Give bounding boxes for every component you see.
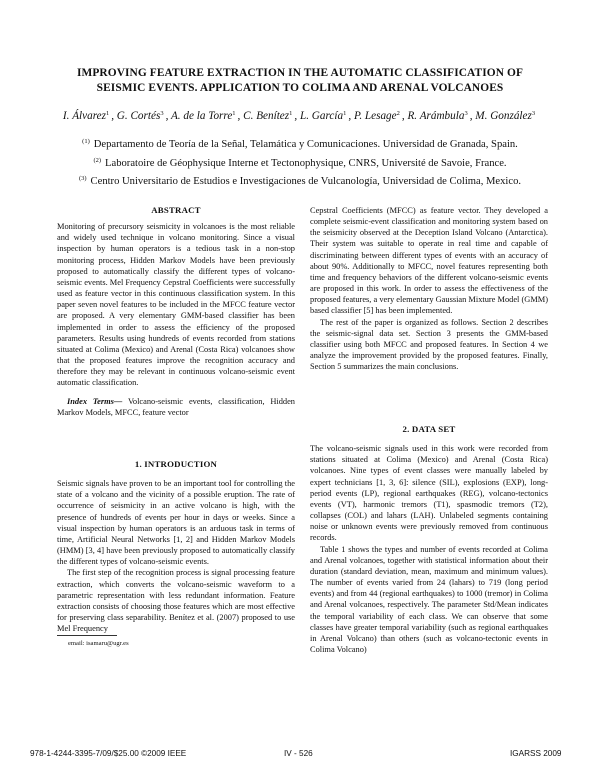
- author-name: I. Álvarez: [62, 110, 106, 122]
- introduction-heading: 1. INTRODUCTION: [134, 459, 218, 469]
- footnote-email: email: isamaru@ugr.es: [68, 640, 129, 647]
- author-affiliation-mark: 1: [105, 110, 110, 117]
- title-line-1: IMPROVING FEATURE EXTRACTION IN THE AUTOMATIC CLASSIFICATION OF: [76, 67, 524, 79]
- dataset-paragraph-2: Table 1 shows the types and number of events recorded at Colima and Arenal volcanoes, together with statistical information about their duration (standard deviation, mean, maximum and minimum values). The number of events varied from 24 (lahars) to 719 (long period events) and from 44 (regional earthquakes) to 1000 (tremor) in Colima and Arenal volcanoes, respectively. The parameter Std/Mean indicates the temporal variability of each class. We can observe that some classes have greater temporal variability (such as regional earthquakes in Arenal Volcano) than others (such as volcano-tectonic events in Colima Volcano): [310, 544, 548, 654]
- dataset-heading: 2. DATA SET: [402, 424, 456, 434]
- author-affiliation-mark: 2: [396, 110, 400, 117]
- author-name: C. Benítez: [243, 110, 290, 122]
- author-affiliation-mark: 1: [289, 110, 293, 117]
- introduction-paragraph-2: The first step of the recognition process is signal processing feature extraction, which converts the volcano-seismic waveform to a parametric representation with less redundant information. Feature extraction consists of choosing those features which are most effective for preserving class separability. Benítez et al. (2007) proposed to use Mel Frequency: [57, 568, 295, 634]
- author-name: P. Lesage: [353, 110, 397, 122]
- author-affiliation-mark: 3: [464, 110, 468, 117]
- index-terms: Index Terms— Volcano-seismic events, classification, Hidden Markov Models, MFCC, feature vector: [57, 396, 295, 417]
- affiliation-1: $^{(1)}$ Departamento de Teoría de la Señal, Telamática y Comunicaciones. Universidad de Granada, Spain.: [82, 138, 518, 150]
- abstract-heading: ABSTRACT: [151, 205, 201, 215]
- author-separator: ,: [348, 110, 354, 122]
- author-separator: ,: [294, 110, 300, 122]
- author-affiliation-mark: 3: [531, 110, 536, 117]
- affiliation-3: $^{(3)}$ Centro Universitario de Estudios e Investigaciones de Vulcanología, Universidad de Colima, Mexico.: [78, 175, 522, 187]
- author-separator: ,: [111, 110, 117, 122]
- footer-copyright: 978-1-4244-3395-7/09/$25.00 ©2009 IEEE: [30, 749, 187, 758]
- author-affiliation-mark: 3: [160, 110, 164, 117]
- dataset-paragraph-1: The volcano-seismic signals used in this work were recorded from stations situated at Colima (Mexico) and Arenal (Costa Rica) volcanoes. Nine types of event classes were manually labeled by expert technicians [1, 3, 6]: silence (SIL), explosions (EXP), long-period events (LP), regional earthquakes (REG), volcano-tectonics events (VT), harmonic tremors (T1), spasmodic tremors (T2), collapses (COL) and lahars (LAH). Unlabeled segments containing noise or unknown events were previously removed from continuous records.: [310, 444, 548, 543]
- author-separator: ,: [469, 110, 476, 122]
- footer-page-number: IV - 526: [284, 749, 313, 758]
- affiliations: [20, 134, 580, 190]
- footer-conference: IGARSS 2009: [510, 749, 562, 758]
- author-name: G. Cortés: [116, 110, 161, 122]
- right-paragraph-2: The rest of the paper is organized as follows. Section 2 describes the seismic-signal data set. Section 3 presents the GMM-based classifier using both MFCC and proposed features. In Section 4 we analyze the improvement provided by the proposed features. Finally, Section 5 summarizes the main conclusions.: [310, 317, 548, 372]
- author-separator: ,: [165, 110, 171, 122]
- right-column: [310, 205, 548, 372]
- author-name: R. Arámbula: [407, 110, 465, 122]
- affiliation-2: $^{(2)}$ Laboratoire de Géophysique Interne et Tectonophysique, CNRS, Université de Savoie, France.: [93, 156, 507, 169]
- author-affiliation-mark: 1: [232, 110, 236, 117]
- author-separator: ,: [401, 110, 408, 122]
- footnote-rule: [57, 635, 117, 636]
- paper-title: [40, 66, 560, 96]
- left-column: [57, 205, 295, 418]
- title-line-2: SEISMIC EVENTS. APPLICATION TO COLIMA AND ARENAL VOLCANOES: [96, 82, 504, 94]
- dataset-section: [310, 424, 548, 655]
- author-name: A. de la Torre: [170, 110, 233, 122]
- author-separator: ,: [237, 110, 244, 122]
- author-affiliation-mark: 1: [343, 110, 347, 117]
- author-name: M. González: [475, 110, 532, 122]
- introduction-section: [57, 459, 295, 634]
- abstract-text: Monitoring of precursory seismicity in volcanoes is the most reliable and widely used technique in volcano monitoring. Since a visual inspection by human operators is a tedious task in a non-stop monitoring process, Hidden Markov Models have been previously proposed to automatically classify the different types of volcano-seismic events. Mel Frequency Cepstral Coefficients were successfully used as feature vector in this continuous classification system. In this paper seven novel features to be included in the MFCC feature vector are proposed. A very elementary GMM-based classifier has been implemented in order to assess the efficiency of the proposed parameters. Results using hundreds of events recorded from stations situated at Colima (Mexico) and Arenal (Costa Rica) volcanoes show that the proposed features improve the recognition accuracy and therefore they may be relevant in continuous volcano-seismic event automatic classification.: [57, 222, 296, 388]
- author-list: [20, 107, 580, 123]
- right-paragraph-1: Cepstral Coefficients (MFCC) as feature vector. They developed a complete seismic-event classification and monitoring system based on the seismicity observed at the Deception Island Volcano (Antarctica). Their system was suitable to operate in real time and capable of discriminating between different types of events with an accuracy of about 90%. Additionally to MFCC, novel features representing both time and frequency behaviors of the different volcano-seismic events are proposed in this work. In order to assess the effectiveness of the proposed features, a very elementary Gaussian Mixture Model (GMM) based classifier [5] has been implemented.: [310, 206, 548, 316]
- introduction-paragraph-1: Seismic signals have proven to be an important tool for controlling the state of a volcano and the vicinity of a possible eruption. The rate of occurrence of seismicity in an active volcano is high, with the presence of hundreds of events per hour in days or weeks. Since a visual inspection by human operators is an arduous task in terms of time, Artificial Neural Networks [1, 2] and Hidden Markov Models (HMM) [3, 4] have been previously proposed to automatically classify the different types of volcano-seismic events.: [57, 479, 295, 567]
- author-name: L. García: [299, 110, 344, 122]
